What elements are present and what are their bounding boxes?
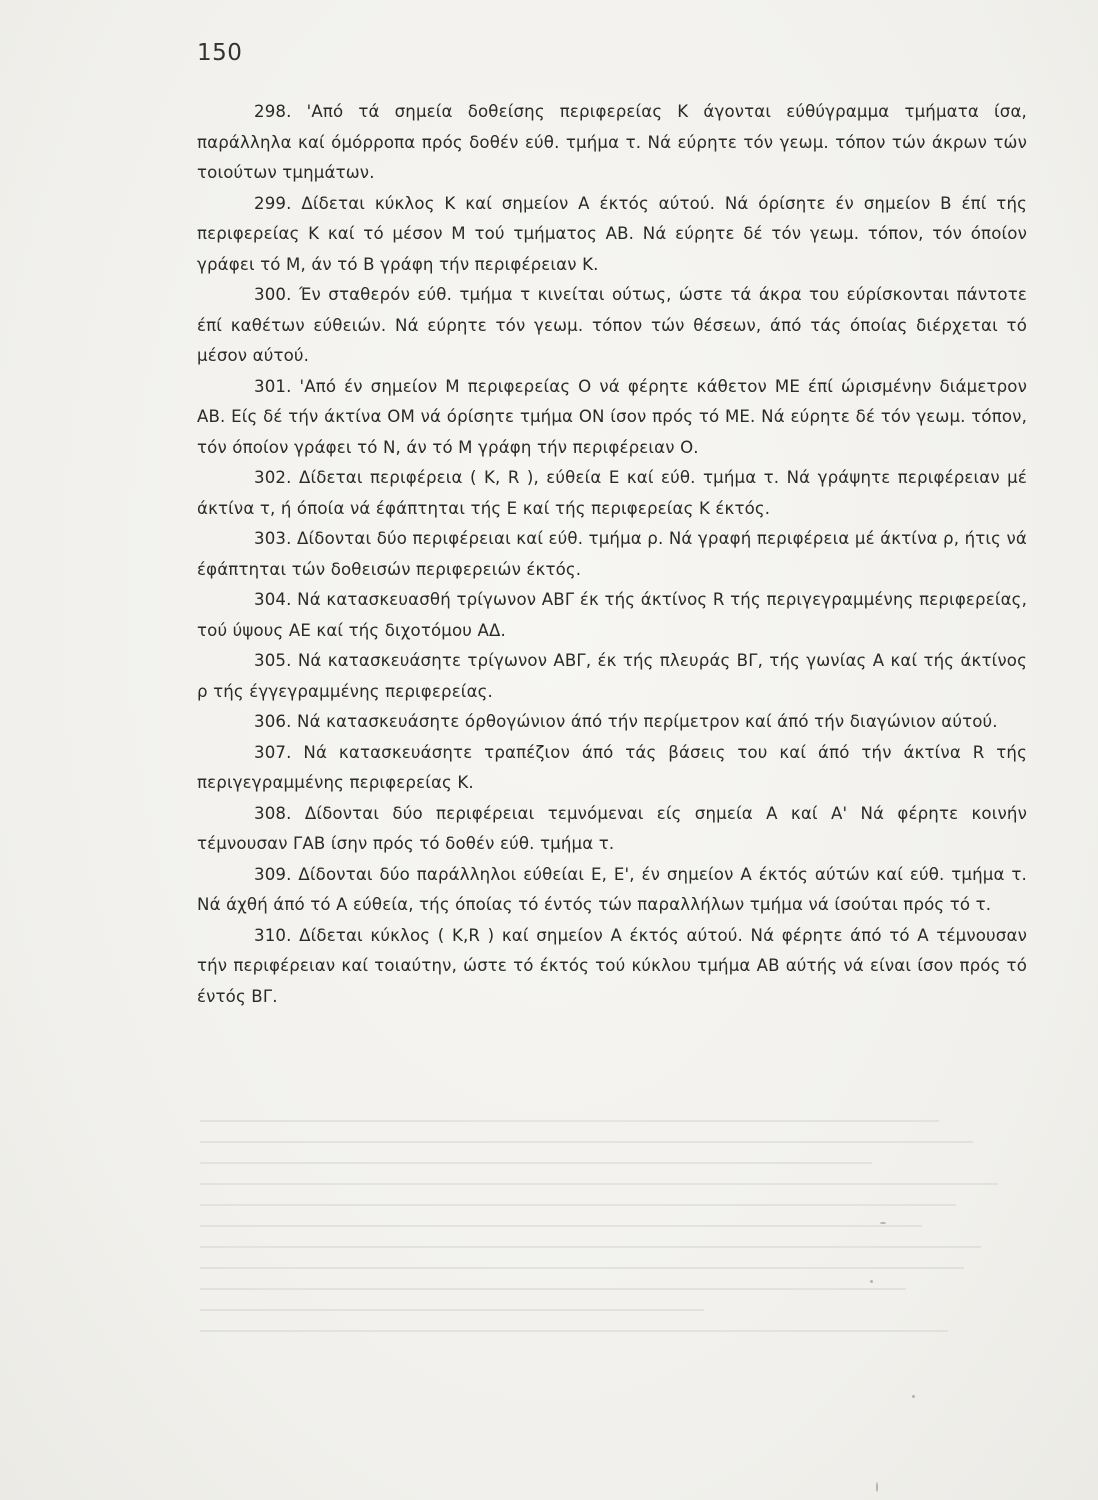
show-through-text — [200, 1120, 1040, 1380]
problem-303 — [197, 524, 1027, 585]
page-number: 150 — [197, 40, 243, 66]
problem-298 — [197, 97, 1027, 189]
problem-text: Έν σταθερόν εύθ. τμήμα τ κινείται ούτως, ώστε τά άκρα του εύρίσκονται πάντοτε έπί καθέτων εύθειών. Νά εύρητε τόν γεωμ. τόπον τών θέσεων, άπό τάς όποίας διέρχεται τό μέσον αύτού. — [197, 285, 1027, 365]
problem-307 — [197, 738, 1027, 799]
problem-number: 298. — [254, 102, 292, 121]
problem-number: 304. — [254, 590, 292, 609]
problem-text: Δίδονται δύο παράλληλοι εύθείαι Ε, Ε', έν σημείον Α έκτός αύτών καί εύθ. τμήμα τ. Νά άχθή άπό τό Α εύθεία, τής όποίας τό έντός τών παραλλήλων τμήμα νά ίσούται πρός τό τ. — [197, 864, 1027, 914]
problem-number: 305. — [254, 651, 292, 670]
problem-310 — [197, 921, 1027, 1013]
problem-number: 302. — [254, 468, 292, 487]
problem-number: 307. — [254, 742, 292, 762]
problem-301 — [197, 372, 1027, 464]
problem-300 — [197, 280, 1027, 372]
problem-text: Νά κατασκευάσητε τρίγωνον ΑΒΓ, έκ τής πλευράς ΒΓ, τής γωνίας Α καί τής άκτίνος ρ τής έγγεγραμμένης περιφερείας. — [197, 651, 1027, 701]
problem-306 — [197, 707, 1027, 738]
problem-text: Δίδονται δύο περιφέρειαι τεμνόμεναι είς σημεία Α καί Α' Νά φέρητε κοινήν τέμνουσαν ΓΑΒ ίσην πρός τό δοθέν εύθ. τμήμα τ. — [197, 803, 1027, 853]
problem-text: Δίδεται κύκλος ( Κ,R ) καί σημείον Α έκτός αύτού. Νά φέρητε άπό τό Α τέμνουσαν τήν περιφέρειαν καί τοιαύτην, ώστε τό έκτός τού κύκλου τμήμα ΑΒ αύτής νά είναι ίσον πρός τό έντός ΒΓ. — [197, 925, 1027, 1006]
problem-number: 309. — [254, 864, 292, 884]
problem-text: Δίδεται περιφέρεια ( Κ, R ), εύθεία Ε καί εύθ. τμήμα τ. Νά γράψητε περιφέρειαν μέ άκτίνα τ, ή όποία νά έφάπτηται τής Ε καί τής περιφερείας Κ έκτός. — [197, 468, 1027, 518]
problem-text: Νά κατασκευάσητε όρθογώνιον άπό τήν περίμετρον καί άπό τήν διαγώνιον αύτού. — [297, 712, 998, 731]
problem-list — [197, 97, 1027, 1012]
problem-number: 310. — [254, 925, 292, 945]
scan-speck — [876, 1482, 878, 1492]
problem-text: Νά κατασκευασθή τρίγωνον ΑΒΓ έκ τής άκτίνος R τής περιγεγραμμένης περιφερείας, τού ύψους ΑΕ καί τής διχοτόμου ΑΔ. — [197, 590, 1027, 640]
problem-text: 'Από τά σημεία δοθείσης περιφερείας Κ άγονται εύθύγραμμα τμήματα ίσα, παράλληλα καί όμόρροπα πρός δοθέν εύθ. τμήμα τ. Νά εύρητε τόν γεωμ. τόπον τών άκρων τών τοιούτων τμημάτων. — [197, 102, 1027, 182]
problem-305 — [197, 646, 1027, 707]
problem-302 — [197, 463, 1027, 524]
problem-309 — [197, 860, 1027, 921]
problem-number: 306. — [254, 712, 292, 731]
scan-speck — [912, 1395, 915, 1398]
problem-299 — [197, 189, 1027, 281]
problem-308 — [197, 799, 1027, 860]
problem-304 — [197, 585, 1027, 646]
problem-text: Νά κατασκευάσητε τραπέζιον άπό τάς βάσεις του καί άπό τήν άκτίνα R τής περιγεγραμμένης περιφερείας Κ. — [197, 742, 1027, 792]
scan-speck — [870, 1280, 873, 1283]
problem-number: 299. — [254, 193, 292, 213]
problem-number: 303. — [254, 529, 292, 548]
problem-number: 301. — [254, 376, 292, 396]
problem-text: Δίδονται δύο περιφέρειαι καί εύθ. τμήμα ρ. Νά γραφή περιφέρεια μέ άκτίνα ρ, ήτις νά έφάπτηται τών δοθεισών περιφερειών έκτός. — [197, 529, 1027, 579]
problem-text: Δίδεται κύκλος Κ καί σημείον Α έκτός αύτού. Νά όρίσητε έν σημείον Β έπί τής περιφερείας Κ καί τό μέσον Μ τού τμήματος ΑΒ. Νά εύρητε δέ τόν γεωμ. τόπον, τόν όποίον γράφει τό Μ, άν τό Β γράφη τήν περιφέρειαν Κ. — [197, 193, 1027, 274]
scan-speck — [880, 1222, 886, 1224]
problem-text: 'Από έν σημείον Μ περιφερείας Ο νά φέρητε κάθετον ΜΕ έπί ώρισμένην διάμετρον ΑΒ. Είς δέ τήν άκτίνα ΟΜ νά όρίσητε τμήμα ΟΝ ίσον πρός τό ΜΕ. Νά εύρητε δέ τόν γεωμ. τόπον, τόν όποίον γράφει τό Ν, άν τό Μ γράφη τήν περιφέρειαν Ο. — [197, 376, 1027, 457]
problem-number: 300. — [254, 285, 292, 304]
problem-number: 308. — [254, 803, 292, 823]
